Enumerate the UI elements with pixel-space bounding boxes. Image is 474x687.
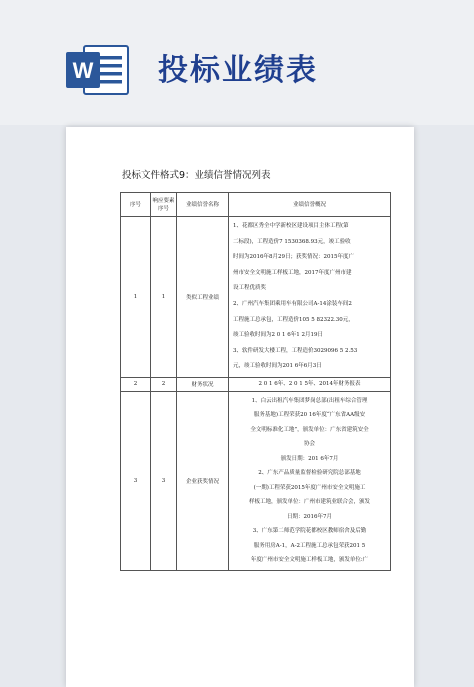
summary-line: 3、软件研发大楼工程，工程造价3029096 5 2.53	[233, 347, 358, 354]
summary-line: 2、广州汽车集团乘用车有限公司A-14涂装车间2	[233, 300, 352, 307]
cell-name: 类似工程业绩	[177, 217, 229, 378]
summary-line: 协会	[303, 441, 315, 448]
performance-table	[120, 192, 391, 571]
page-title: 投标业绩表	[158, 53, 318, 88]
summary-line: 全文明标准化工地”，颁发单位：广东省建筑安全	[250, 426, 369, 433]
cell-summary: 2 0 1 6年、2 0 1 5年、2014年财务报表	[229, 377, 391, 391]
summary-line: 3、广东第二师范学院花都校区教师宿舍及后勤	[252, 528, 367, 535]
table-row	[121, 391, 391, 570]
summary-line: 工程施工总承包，工程造价105 5 82322.30元，	[233, 316, 354, 323]
word-logo-letter: W	[72, 58, 94, 83]
header-no: 序号	[121, 193, 151, 217]
header-element-no: 响应要素序号	[151, 193, 177, 217]
summary-line: 元，竣工验收时间为201 6年6月3日	[233, 363, 322, 370]
document-title: 投标文件格式9：业绩信誉情况列表	[122, 170, 271, 181]
summary-line: 年度广州市安全文明施工样板工地，颁发单位:广	[250, 557, 369, 564]
header-bar	[0, 0, 474, 125]
summary-line: 时间为2016年8月29日；获奖情况：2015年度广	[233, 254, 354, 261]
summary-line: (一期)工程荣获2015年度广州市安全文明施工	[253, 484, 366, 491]
summary-line: 样板工地，颁发单位：广州市建筑业联合会，颁发	[248, 499, 370, 506]
word-icon	[66, 44, 130, 96]
summary-line: 2、广东产品质量监督检验研究院总部基地	[258, 470, 361, 477]
cell-summary	[229, 391, 391, 570]
summary-line: 颁发日期：201 6年7月	[280, 455, 339, 462]
document-page	[66, 127, 414, 687]
cell-name: 财务状况	[177, 377, 229, 391]
summary-line: 服务基地)工程荣获20 16年度“广东省AA级安	[253, 412, 366, 419]
cell-name: 企业获奖情况	[177, 391, 229, 570]
summary-line: 1、白云出租汽车集团梦岗总部(出租车综合管理	[251, 397, 368, 404]
cell-element-no: 2	[151, 377, 177, 391]
table-header-row	[121, 193, 391, 217]
cell-no: 2	[121, 377, 151, 391]
table-row	[121, 217, 391, 378]
summary-line: 服务用房A-1，A-2工程施工总承包荣获201 5	[253, 542, 366, 549]
cell-element-no: 1	[151, 217, 177, 378]
header-name: 业绩信誉名称	[177, 193, 229, 217]
summary-line: 日期：2016年7月	[287, 513, 332, 520]
summary-line: 竣工验收时间为2 0 1 6年1 2月19日	[233, 332, 323, 339]
cell-element-no: 3	[151, 391, 177, 570]
cell-no: 3	[121, 391, 151, 570]
summary-line: 州市安全文明施工样板工地，2017年度广州市建	[233, 269, 352, 276]
summary-line: 设工程优质奖	[233, 285, 267, 292]
summary-line: 二标段)，工程造价7 1530368.93元，竣工验收	[233, 238, 351, 245]
summary-line: 1、花都区秀全中学新校区建设项目主体工程(第	[233, 223, 349, 229]
table-row	[121, 377, 391, 391]
cell-no: 1	[121, 217, 151, 378]
header-summary: 业绩信誉概况	[229, 193, 391, 217]
cell-summary	[229, 217, 391, 378]
